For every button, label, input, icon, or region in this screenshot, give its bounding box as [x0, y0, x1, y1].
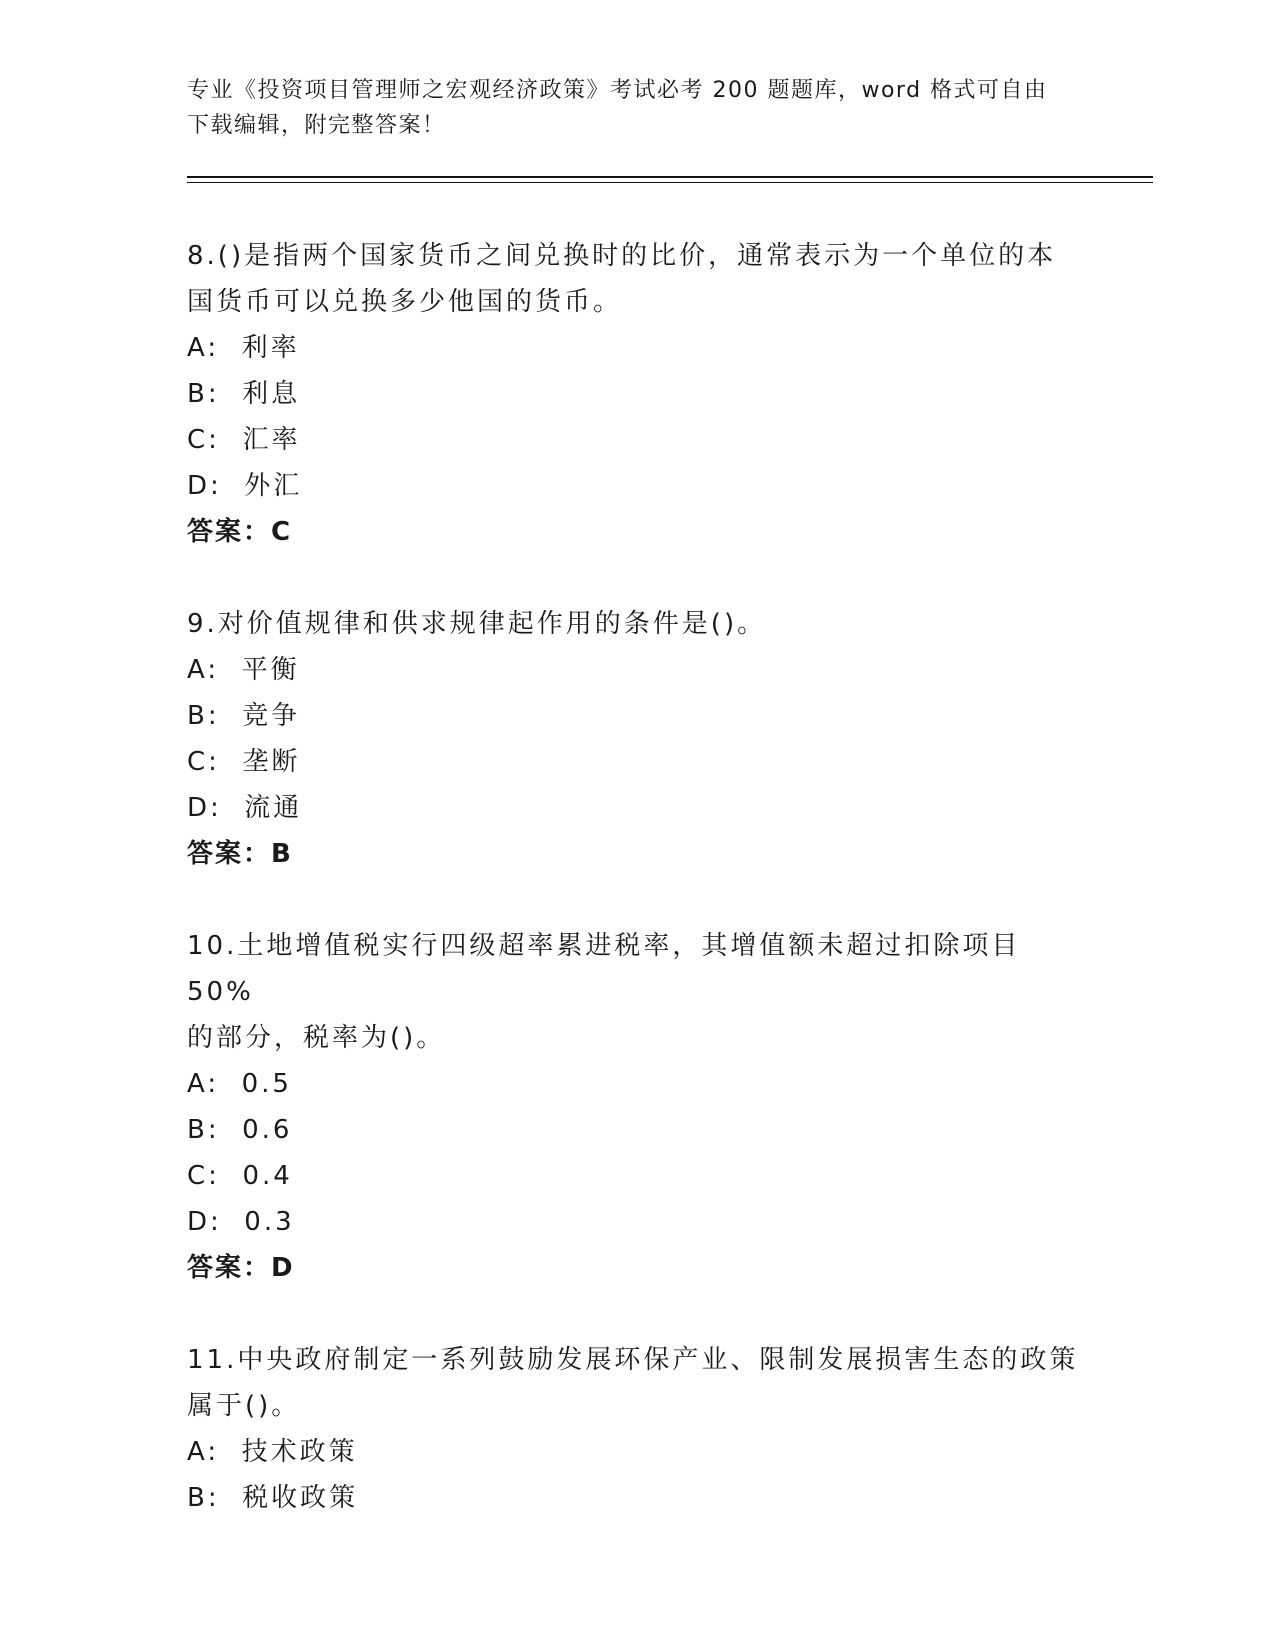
question-list: [187, 233, 1087, 1567]
option-b: B: 0.6: [187, 1115, 293, 1145]
option-c: C: 0.4: [187, 1161, 293, 1191]
question-text-line: 8.()是指两个国家货币之间兑换时的比价，通常表示为一个单位的本: [187, 241, 1057, 271]
question-9: [187, 601, 1087, 877]
option-a: A: 利率: [187, 333, 300, 363]
option-d: D: 流通: [187, 793, 303, 823]
option-d: D: 0.3: [187, 1207, 295, 1237]
option-d: D: 外汇: [187, 471, 303, 501]
option-a: A: 平衡: [187, 655, 300, 685]
question-text-line: 属于()。: [187, 1391, 301, 1421]
header-divider-thin: [187, 182, 1153, 183]
question-text-line: 的部分，税率为()。: [187, 1023, 446, 1053]
header-line-2: 下载编辑，附完整答案！: [187, 113, 446, 138]
question-text-line: 11.中央政府制定一系列鼓励发展环保产业、限制发展损害生态的政策: [187, 1345, 1079, 1375]
document-header: [187, 73, 1087, 143]
header-divider-thick: [187, 176, 1153, 178]
option-b: B: 税收政策: [187, 1483, 359, 1513]
option-c: C: 垄断: [187, 747, 301, 777]
question-text-line: 10.土地增值税实行四级超率累进税率，其增值额未超过扣除项目 50%: [187, 931, 1021, 1007]
question-text-line: 国货币可以兑换多少他国的货币。: [187, 287, 623, 317]
option-b: B: 利息: [187, 379, 301, 409]
question-8: [187, 233, 1087, 555]
answer: 答案：D: [187, 1253, 295, 1283]
answer: 答案：B: [187, 839, 293, 869]
header-line-1: 专业《投资项目管理师之宏观经济政策》考试必考 200 题题库，word 格式可自由: [187, 78, 1048, 103]
answer: 答案：C: [187, 517, 293, 547]
option-b: B: 竞争: [187, 701, 301, 731]
option-c: C: 汇率: [187, 425, 301, 455]
option-a: A: 技术政策: [187, 1437, 358, 1467]
question-10: [187, 923, 1087, 1291]
option-a: A: 0.5: [187, 1069, 292, 1099]
question-11: [187, 1337, 1087, 1521]
question-text-line: 9.对价值规律和供求规律起作用的条件是()。: [187, 609, 767, 639]
